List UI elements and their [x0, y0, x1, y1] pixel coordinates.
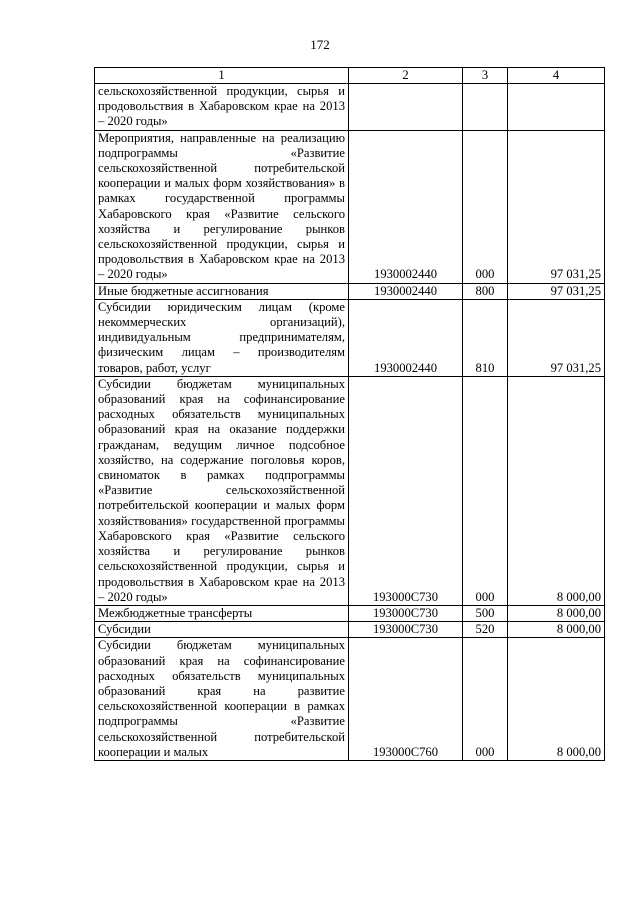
table-header-row [95, 68, 605, 84]
row-type [463, 84, 508, 131]
row-type: 520 [463, 622, 508, 638]
row-type: 000 [463, 638, 508, 761]
row-code: 1930002440 [349, 130, 463, 283]
budget-table [94, 67, 605, 761]
row-code: 193000С760 [349, 638, 463, 761]
table-row [95, 283, 605, 299]
row-name: сельскохозяйственной продукции, сырья и продовольствия в Хабаровском крае на 2013 – 2020 годы» [95, 84, 349, 131]
row-name: Межбюджетные трансферты [95, 605, 349, 621]
row-type: 000 [463, 130, 508, 283]
column-header: 1 [95, 68, 349, 84]
table-row [95, 376, 605, 605]
row-sum: 97 031,25 [508, 130, 605, 283]
row-sum: 97 031,25 [508, 299, 605, 376]
table-row [95, 605, 605, 621]
row-code: 1930002440 [349, 299, 463, 376]
column-header: 2 [349, 68, 463, 84]
row-name: Субсидии [95, 622, 349, 638]
row-code: 193000С730 [349, 605, 463, 621]
table-row [95, 622, 605, 638]
row-sum [508, 84, 605, 131]
row-sum: 8 000,00 [508, 605, 605, 621]
row-name: Субсидии бюджетам муниципальных образований края на софинансирование расходных обязательств муниципальных образований края на оказание поддержки гражданам, ведущим личное подсобное хозяйство, на содержание поголовья коров, свиноматок в рамках подпрограммы «Развитие сельскохозяйственной потребительской кооперации и малых форм хозяйствования» государственной программы Хабаровского края «Развитие сельского хозяйства и регулирование рынков сельскохозяйственной продукции, сырья и продовольствия в Хабаровском крае на 2013 – 2020 годы» [95, 376, 349, 605]
page-number: 172 [310, 37, 330, 52]
row-code: 193000С730 [349, 376, 463, 605]
row-sum: 8 000,00 [508, 622, 605, 638]
row-sum: 8 000,00 [508, 638, 605, 761]
row-sum: 97 031,25 [508, 283, 605, 299]
row-type: 800 [463, 283, 508, 299]
row-code [349, 84, 463, 131]
column-header: 4 [508, 68, 605, 84]
row-type: 810 [463, 299, 508, 376]
row-type: 500 [463, 605, 508, 621]
row-name: Субсидии бюджетам муниципальных образований края на софинансирование расходных обязательств муниципальных образований края на развитие сельскохозяйственной кооперации в рамках подпрограммы «Развитие сельскохозяйственной потребительской кооперации и малых [95, 638, 349, 761]
column-header: 3 [463, 68, 508, 84]
row-name: Мероприятия, направленные на реализацию подпрограммы «Развитие сельскохозяйственной потребительской кооперации и малых форм хозяйствования» в рамках государственной программы Хабаровского края «Развитие сельского хозяйства и регулирование рынков сельскохозяйственной продукции, сырья и продовольствия в Хабаровском крае на 2013 – 2020 годы» [95, 130, 349, 283]
table-row [95, 638, 605, 761]
row-code: 1930002440 [349, 283, 463, 299]
table-row [95, 299, 605, 376]
table-row [95, 84, 605, 131]
row-name: Субсидии юридическим лицам (кроме некоммерческих организаций), индивидуальным предпринимателям, физическим лицам – производителям товаров, работ, услуг [95, 299, 349, 376]
row-code: 193000С730 [349, 622, 463, 638]
row-type: 000 [463, 376, 508, 605]
row-sum: 8 000,00 [508, 376, 605, 605]
table-row [95, 130, 605, 283]
row-name: Иные бюджетные ассигнования [95, 283, 349, 299]
